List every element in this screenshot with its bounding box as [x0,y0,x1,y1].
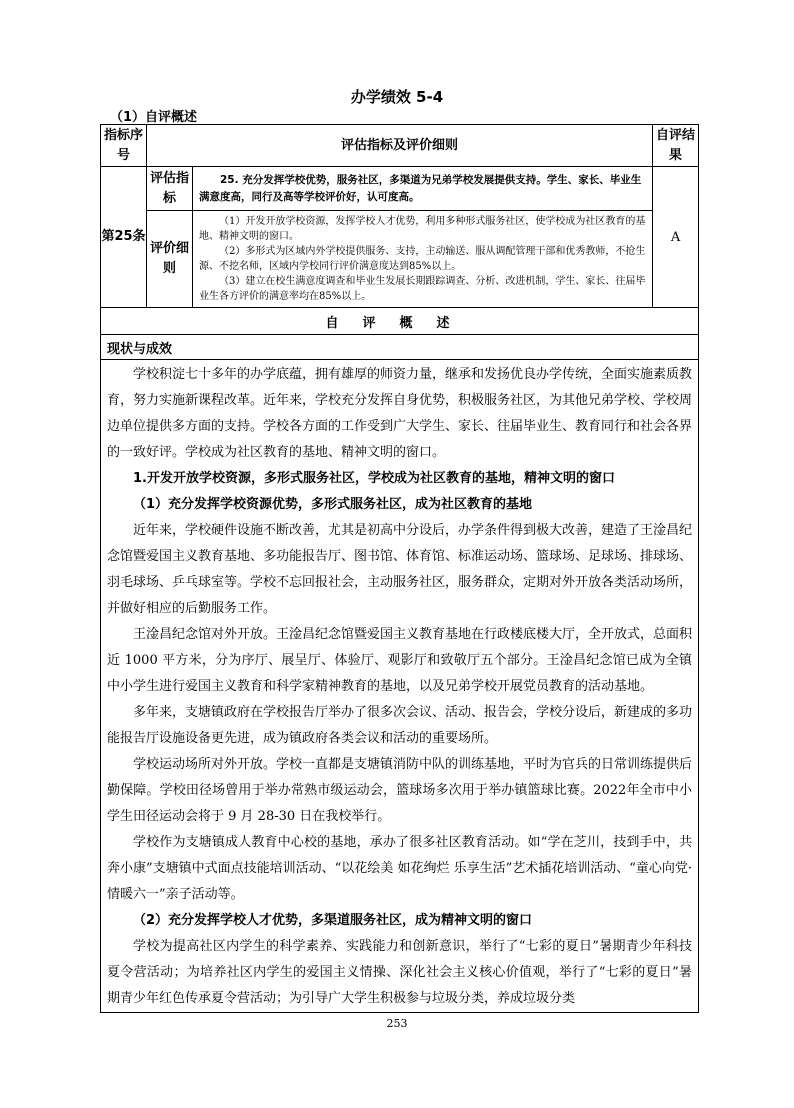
header-result: 自评结果 [653,125,699,167]
body-paragraph: 学校作为支塘镇成人教育中心校的基地，承办了很多社区教育活动。如“学在芝川，技到手中，共奔小康”支塘镇中式面点技能培训活动、“以花绘美 如花绚烂 乐享生活”艺术插花培训活动、“童心向党·情暖六一”亲子活动等。 [107,835,693,902]
content-row [101,360,699,1013]
detail-row [101,211,699,308]
section-label-row [101,335,699,360]
header-index: 指标序号 [101,125,147,167]
detail-item: （1）开发开放学校资源，发挥学校人才优势，利用多种形式服务社区，使学校成为社区教育的基地、精神文明的窗口。 [199,216,646,242]
content-cell [101,360,699,1013]
body-paragraph: 学校运动场所对外开放。学校一直都是支塘镇消防中队的训练基地，平时为官兵的日常训练提供后勤保障。学校田径场曾用于举办常熟市级运动会，篮球场多次用于举办镇篮球比赛。2022年全市中小学生田径运动会将于 9 月 28-30 日在我校举行。 [107,757,693,824]
intro-paragraph: 学校积淀七十多年的办学底蕴，拥有雄厚的师资力量，继承和发扬优良办学传统，全面实施素质教育，努力实施新课程改革。近年来，学校充分发挥自身优势，积极服务社区，为其他兄弟学校、学校周边单位提供多方面的支持。学校各方面的工作受到广大学生、家长、往届毕业生、教育同行和社会各界的一致好评。学校成为社区教育的基地、精神文明的窗口。 [107,367,693,460]
body-paragraph: 王淦昌纪念馆对外开放。王淦昌纪念馆暨爱国主义教育基地在行政楼底楼大厅，全开放式，总面积近 1000 平方米，分为序厅、展呈厅、体验厅、观影厅和致敬厅五个部分。王淦昌纪念馆已成为全镇中小学生进行爱国主义教育和科学家精神教育的基地，以及兄弟学校开展党员教育的活动基地。 [107,627,693,694]
detail-cell [193,211,653,308]
evaluation-table [100,124,699,1013]
detail-label: 评价细则 [147,211,193,308]
page-number: 253 [386,1017,408,1030]
heading-level-1: 1.开发开放学校资源，多形式服务社区，学校成为社区教育的基地，精神文明的窗口 [133,471,615,486]
section-subtitle: （1）自评概述 [110,110,198,125]
item-number: 第25条 [101,167,147,308]
overview-title-row [101,308,699,335]
page-title: 办学绩效 5-4 [350,88,444,106]
overview-title: 自评概述 [101,308,699,335]
heading-level-2: （2）充分发挥学校人才优势，多渠道服务社区，成为精神文明的窗口 [133,913,533,928]
criteria-label: 评估指标 [147,167,193,211]
detail-item: （3）建立在校生满意度调查和毕业生发展长期跟踪调查、分析、改进机制，学生、家长、往届毕业生各方评价的满意率均在85%以上。 [199,276,646,302]
criteria-cell [193,167,653,211]
criteria-row [101,167,699,211]
header-criteria: 评估指标及评价细则 [147,125,653,167]
table-header-row [101,125,699,167]
status-section-label: 现状与成效 [101,335,699,360]
criteria-text: 25. 充分发挥学校优势，服务社区，多渠道为兄弟学校发展提供支持。学生、家长、毕业生满意度高，同行及高等学校评价好，认可度高。 [199,173,642,203]
body-paragraph: 多年来，支塘镇政府在学校报告厅举办了很多次会议、活动、报告会，学校分设后，新建成的多功能报告厅设施设备更先进，成为镇政府各类会议和活动的重要场所。 [107,705,693,746]
heading-level-2: （1）充分发挥学校资源优势，多形式服务社区，成为社区教育的基地 [133,497,533,512]
self-eval-result: A [653,167,699,308]
body-paragraph: 学校为提高社区内学生的科学素养、实践能力和创新意识，举行了“七彩的夏日”暑期青少年科技夏令营活动；为培养社区内学生的爱国主义情操、深化社会主义核心价值观，举行了“七彩的夏日”暑期青少年红色传承夏令营活动；为引导广大学生积极参与垃圾分类，养成垃圾分类 [107,939,693,1006]
body-paragraph: 近年来，学校硬件设施不断改善，尤其是初高中分设后，办学条件得到极大改善，建造了王淦昌纪念馆暨爱国主义教育基地、多功能报告厅、图书馆、体育馆、标准运动场、篮球场、足球场、排球场、羽毛球场、乒乓球室等。学校不忘回报社会，主动服务社区，服务群众，定期对外开放各类活动场所，并做好相应的后勤服务工作。 [107,523,693,616]
detail-item: （2）多形式为区域内外学校提供服务、支持，主动输送、服从调配管理干部和优秀教师，不抢生源、不挖名师，区域内学校同行评价满意度达到85%以上。 [199,246,646,272]
